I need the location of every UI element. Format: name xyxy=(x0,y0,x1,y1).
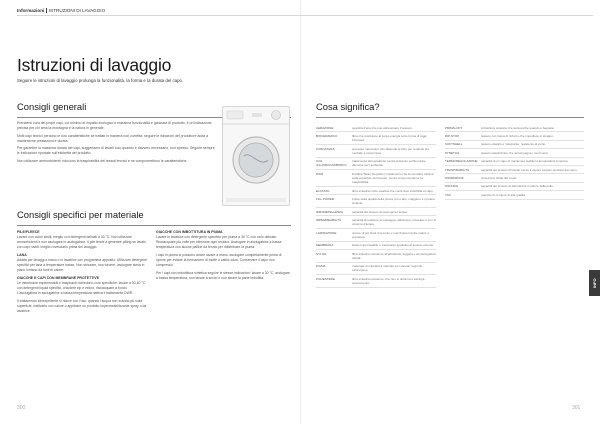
glossary-entry xyxy=(316,250,436,263)
header-rule xyxy=(17,15,593,16)
glossary-entry xyxy=(445,166,584,174)
glossary-definition: marchio di cerniere di alta qualità. xyxy=(481,192,526,197)
glossary-definition: trattamento idrorepellente senza sostanze perfluorurate dannose per l'ambiente. xyxy=(352,159,426,168)
glossary-rule xyxy=(316,117,584,118)
glossary-entry xyxy=(316,263,436,276)
glossary-entry xyxy=(445,149,584,157)
glossary-entry xyxy=(316,242,436,250)
glossary-entry xyxy=(445,158,584,166)
glossary-term: MEMBRANA xyxy=(316,243,334,248)
glossary-definition: materiale di imbottitura naturale con elevato rapporto calore/peso. xyxy=(352,264,423,273)
glossary-title: Cosa significa? xyxy=(316,101,380,112)
glossary-entry xyxy=(316,195,436,208)
glossary-entry xyxy=(316,170,436,187)
glossary-term: POLIESTERE xyxy=(316,276,335,281)
material-heading: PILE/FLEECE xyxy=(17,230,40,234)
glossary-entry xyxy=(316,229,436,242)
glossary-entry xyxy=(316,187,436,195)
glossary-definition: imbottitura sintetica che isola anche quando è bagnata. xyxy=(481,125,555,130)
glossary-entry xyxy=(316,132,436,145)
glossary-term: STRETCH xyxy=(445,150,460,155)
page-number-left: 300 xyxy=(17,405,26,411)
glossary-entry xyxy=(445,132,584,140)
general-paragraph: Non utilizzare ammorbidenti: riducono la traspirabilità dei tessuti tecnici e ne compromettono le caratteristiche. xyxy=(17,158,188,163)
specific-title: Consigli specifici per materiale xyxy=(17,209,144,220)
glossary-entry xyxy=(316,208,436,216)
glossary-entry xyxy=(445,124,584,132)
glossary-definition: protezione totale dal vento. xyxy=(481,175,518,180)
header-section: Informazioni xyxy=(17,8,45,13)
specific-left-column xyxy=(17,230,147,317)
glossary-definition: fibra che restituisce al corpo energia sotto forma di raggi infrarossi. xyxy=(352,133,427,143)
glossary-definition: fibra sintetica resistente all'abrasione, leggera e ad asciugatura rapida. xyxy=(352,251,436,260)
material-heading: GIACCHE E CAPI CON MEMBRANE PROTETTIVE xyxy=(17,276,100,280)
glossary-entry xyxy=(316,145,436,158)
glossary-definition: unione di più strati di tessuto e membrana tramite calore e pressione. xyxy=(352,230,430,239)
general-paragraph: Molti capi tecnici perdono le loro caratteristiche se trattati in maniera non corretta: seguire le istruzioni del produttore aiuta a mantenerne prestazioni e durata. xyxy=(17,133,209,143)
material-text: Le membrane impermeabili e traspiranti richiedono cure specifiche: lavare a 30-40 °C con detergenti liquidi specifici, chiudere zip e velcro, risciacquare a fondo. L'asciugatura in asciugatrice a bassa temperatura riattiva il trattamento DWR. xyxy=(17,281,146,295)
general-text xyxy=(17,121,217,166)
material-heading: GIACCHE CON IMBOTTITURA IN PIUMA xyxy=(156,230,223,234)
glossary-definition: capacità del tessuto di lasciar uscire il vapore acqueo prodotto dal corpo. xyxy=(481,167,578,172)
glossary-entry xyxy=(445,183,584,191)
glossary-entry xyxy=(445,174,584,182)
glossary-definition: strato impermeabile e traspirante applicato al tessuto esterno. xyxy=(352,243,435,248)
page-title: Istruzioni di lavaggio xyxy=(17,55,172,75)
glossary-definition: tessuto elasticizzato che accompagna i movimenti. xyxy=(481,150,549,155)
glossary-term: DWR xyxy=(316,171,324,176)
glossary-term: PIUMA xyxy=(316,264,326,269)
specific-rule xyxy=(17,225,291,226)
material-text: Lavare in lavatrice con detergente specifico per piuma a 30 °C con ciclo delicato. Risciacquare più volte per eliminare ogni residuo. Asciugare in asciugatrice a bassa temperatura con alcune palline da tennis per ridistribuire la piuma. xyxy=(156,235,282,249)
glossary-left-column xyxy=(316,124,436,288)
glossary-term: WINDPROOF xyxy=(445,175,464,180)
side-tab: INFO xyxy=(589,270,600,296)
glossary-term: BIOCERAMICO xyxy=(316,133,338,138)
material-text: I capi in piuma si possono anche lavare a mano; asciugare completamente prima di riporre per evitare la formazione di muffe o cattivi odori. Conservare il capo non compresso. xyxy=(156,253,282,267)
glossary-term: YKK xyxy=(445,192,452,197)
header-separator xyxy=(46,8,47,13)
glossary-entry xyxy=(445,141,584,149)
glossary-term: CARDATURA xyxy=(316,146,335,151)
glossary-term: RIP-STOP xyxy=(445,133,460,138)
general-paragraph: Prendersi cura dei propri capi, col minimo di impatto ecologico e massima funzionalità e garanzia di prodotto, è un'indicazione precisa per chi ama la montagna e la natura in generale. xyxy=(17,121,212,131)
glossary-term: NYLON xyxy=(316,251,327,256)
glossary-definition: tessuto con trama di rinforzo che impedisce lo strappo. xyxy=(481,133,554,138)
glossary-term: TERMOREGOLAZIONE xyxy=(445,159,478,164)
running-header xyxy=(17,8,105,13)
glossary-definition: Durable Water Repellent: trattamento che fa scivolare l'acqua sulla superficie del tessuto, senza comprometterne la traspirabilità. xyxy=(352,171,434,185)
material-text: Adatta per lavaggi a mano o in lavatrice con programma apposito. Utilizzare detergenti specifici per lana a temperature basse. Non strizzare, non torcere, asciugare stesa in piano lontano da fonti di calore. xyxy=(17,258,147,272)
glossary-term: ELASTAN xyxy=(316,188,330,193)
glossary-term: FILL POWER xyxy=(316,196,335,201)
glossary-definition: quantità d'aria che può attraversare il tessuto. xyxy=(352,125,413,130)
glossary-definition: processo meccanico che distende le fibre per renderle più morbide e voluminose. xyxy=(352,146,429,155)
glossary-definition: capacità del tessuto di respingere l'acqua. xyxy=(352,209,408,214)
glossary-definition: capacità di resistere al passaggio dell'acqua, misurata in mm di colonna d'acqua. xyxy=(352,217,436,227)
glossary-entry xyxy=(316,216,436,229)
glossary-term: SOFTSHELL xyxy=(445,142,463,147)
glossary-term: CO2 (FLUOROCARBONIO) xyxy=(316,159,347,168)
general-paragraph: Per garantire la massima durata dei capi, suggeriamo di lavarli solo quando è davvero necessario, non spesso. Seguire sempre le indicazioni riportate sull'etichetta del prodotto. xyxy=(17,146,215,156)
general-title: Consigli generali xyxy=(17,101,87,112)
material-text: Il trattamento idrorepellente si riduce con l'uso: quando l'acqua non scivola più sulla superficie, riattivarlo con calore o applicare un prodotto impermeabilizzante spray o da lavatrice. xyxy=(17,299,147,313)
glossary-term: TRASPIRABILITÀ xyxy=(445,167,470,172)
glossary-definition: capacità di un capo di mantenere stabile la temperatura corporea. xyxy=(481,159,569,164)
glossary-entry xyxy=(445,191,584,199)
glossary-entry xyxy=(316,158,436,171)
glossary-definition: fibra sintetica molto elastica che conferisce vestibilità al capo. xyxy=(352,188,434,193)
material-text: Per i capi con imbottitura sintetica seguire le stesse indicazioni: lavare a 30 °C, asciugare a bassa temperatura, non lavare a secco e non stirare la parte imbottita. xyxy=(156,271,290,280)
page-spine xyxy=(300,0,301,424)
header-chapter: ISTRUZIONI DI LAVAGGIO xyxy=(48,8,106,13)
glossary-definition: tessuto elastico e traspirante, resistente al vento. xyxy=(481,142,547,147)
material-heading: LANA xyxy=(17,253,27,257)
glossary-term: WICKING xyxy=(445,184,459,189)
material-text: Lavare con colori simili, meglio con detergenti delicati a 30 °C. Non utilizzare ammorbidenti e non asciugare in asciugatrice. Il pile tende a generare pilling se lavato con capi ruvidi: meglio rovesciarlo prima del lavaggio. xyxy=(17,235,146,249)
glossary-term: IMPERMEABILITÀ xyxy=(316,217,342,222)
glossary-entry xyxy=(316,275,436,288)
glossary-term: AERAZIONE xyxy=(316,125,334,130)
glossary-term: PRIMALOFT xyxy=(445,125,463,130)
glossary-term: IDROREPELLENZA xyxy=(316,209,344,214)
glossary-right-column xyxy=(445,124,584,200)
specific-right-column xyxy=(156,230,290,284)
page-number-right: 301 xyxy=(572,405,581,411)
glossary-definition: capacità del tessuto di allontanare il sudore dalla pelle. xyxy=(481,184,554,189)
glossary-entry xyxy=(316,124,436,132)
glossary-definition: fibra sintetica resistente, che non si deforma e asciuga velocemente. xyxy=(352,276,425,285)
washing-machine-illustration xyxy=(222,106,290,206)
page-subtitle: Seguire le istruzioni di lavaggio prolunga la funzionalità, la forma e la durata del capo. xyxy=(17,78,184,83)
glossary-term: LAMINAZIONE xyxy=(316,230,337,235)
glossary-definition: indice della qualità della piuma: più è alto, maggiore è il potere isolante. xyxy=(352,196,435,206)
